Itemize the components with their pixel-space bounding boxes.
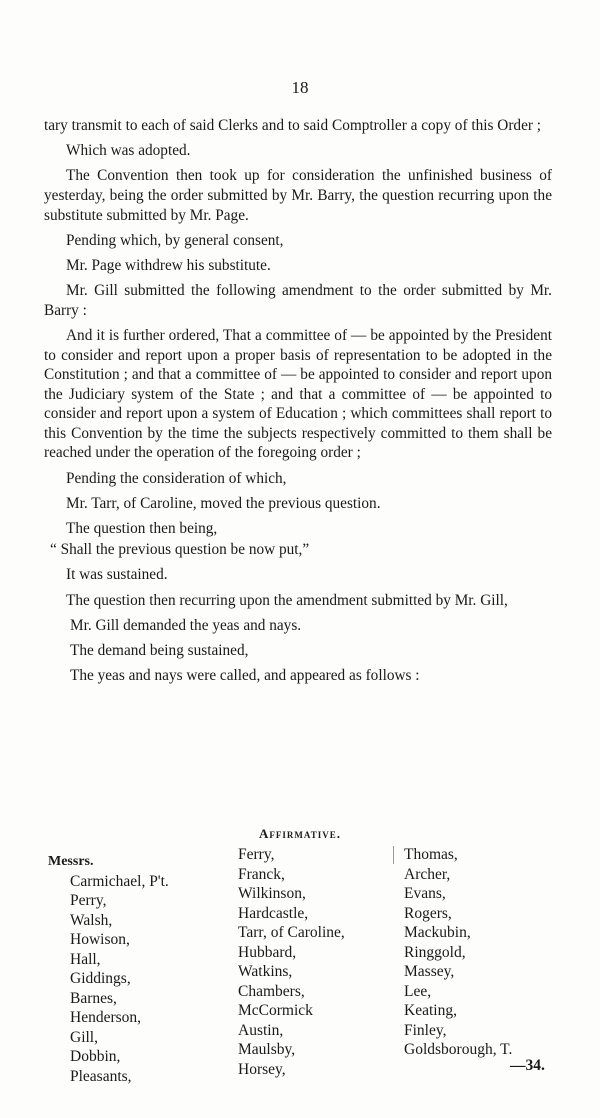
member-name: Ferry,	[238, 846, 275, 863]
vote-column-1	[48, 852, 169, 1086]
member-name: Howison,	[70, 931, 130, 948]
paragraph-demand-sustained: The demand being sustained,	[70, 641, 249, 659]
messrs-label: Messrs.	[48, 854, 94, 869]
page-number: 18	[291, 78, 309, 97]
member-name: Chambers,	[238, 982, 305, 1000]
member-name: Dobbin,	[70, 1048, 121, 1065]
member-name: Evans,	[404, 885, 446, 902]
paragraph-gill-amendment: Mr. Gill submitted the following amendment to the order submitted by Mr. Barry :	[44, 282, 552, 319]
paragraph-question-being: The question then being,	[66, 520, 218, 538]
member-name: Franck,	[238, 865, 285, 883]
paragraph-recurring: The question then recurring upon the amendment submitted by Mr. Gill,	[66, 591, 508, 609]
member-name: Maulsby,	[238, 1041, 296, 1058]
member-name: Mackubin,	[404, 924, 471, 941]
paragraph-amendment-text: And it is further ordered, That a committee of — be appointed by the President to consider and report upon a proper basis of representation to be adopted in the Constitution ; and that a committee of — be appointed to consider and report upon the Judiciary system of the State ; and that a committee of — be appointed to consider and report upon a system of Education ; which committees shall report to this Convention by the time the subjects respectively committed to them shall be reached under the operation of the foregoing order ;	[44, 326, 552, 462]
member-name: Horsey,	[238, 1060, 286, 1078]
member-name: Hubbard,	[238, 943, 297, 961]
paragraph-unfinished-business: The Convention then took up for consideration the unfinished business of yesterday, being the order submitted by Mr. Barry, the question recurring upon the substitute submitted by Mr. Page.	[44, 167, 552, 224]
vote-column-2	[238, 845, 345, 1079]
vote-column-3	[404, 845, 512, 1060]
paragraph-yeas-nays: The yeas and nays were called, and appeared as follows :	[70, 667, 420, 685]
paragraph-adopted: Which was adopted.	[66, 142, 191, 160]
paragraph-withdrew: Mr. Page withdrew his substitute.	[66, 256, 271, 274]
member-name: Finley,	[404, 1021, 447, 1039]
member-name: Thomas,	[404, 846, 458, 863]
member-name: Carmichael, P't.	[70, 872, 169, 890]
member-name: Ringgold,	[404, 943, 466, 961]
member-name: Massey,	[404, 963, 455, 980]
member-name: Hardcastle,	[238, 904, 309, 922]
member-name: Tarr, of Caroline,	[238, 924, 345, 941]
member-name: Lee,	[404, 982, 432, 1000]
paragraph-continuation: tary transmit to each of said Clerks and to said Comptroller a copy of this Order ;	[44, 117, 542, 134]
member-name: Hall,	[70, 950, 101, 968]
paragraph-demanded: Mr. Gill demanded the yeas and nays.	[70, 616, 302, 634]
member-name: Pleasants,	[70, 1067, 132, 1085]
paragraph-quoted-question: “ Shall the previous question be now put,”	[50, 541, 310, 559]
paragraph-sustained: It was sustained.	[66, 566, 168, 584]
member-name: Perry,	[70, 892, 107, 909]
paragraph-previous-question: Mr. Tarr, of Caroline, moved the previous question.	[66, 494, 381, 512]
member-name: Archer,	[404, 865, 451, 883]
affirmative-heading: Affirmative.	[259, 826, 341, 841]
member-name: Goldsborough, T.	[404, 1041, 513, 1058]
vote-total: —34.	[510, 1057, 545, 1074]
paragraph-pending: Pending which, by general consent,	[66, 231, 284, 249]
member-name: Barnes,	[70, 989, 117, 1007]
member-name: Giddings,	[70, 970, 131, 987]
member-name: McCormick	[238, 1002, 313, 1019]
member-name: Henderson,	[70, 1009, 142, 1026]
member-name: Wilkinson,	[238, 885, 306, 902]
member-name: Gill,	[70, 1028, 98, 1046]
member-name: Watkins,	[238, 963, 293, 980]
member-name: Rogers,	[404, 904, 452, 922]
column-divider	[393, 846, 394, 864]
member-name: Austin,	[238, 1021, 284, 1039]
body-text	[44, 116, 552, 691]
paragraph-pending-consideration: Pending the consideration of which,	[66, 469, 287, 487]
member-name: Walsh,	[70, 911, 113, 929]
member-name: Keating,	[404, 1002, 457, 1019]
